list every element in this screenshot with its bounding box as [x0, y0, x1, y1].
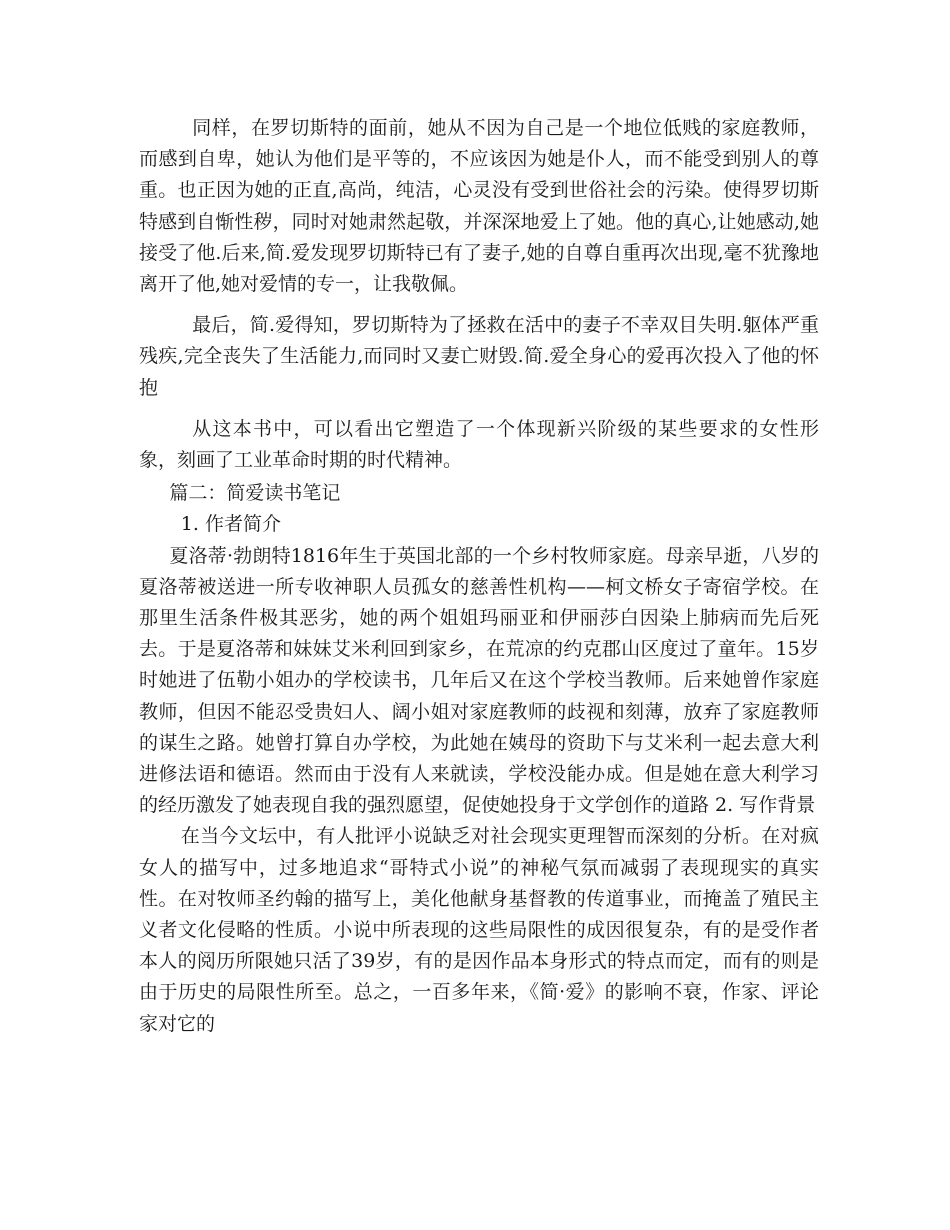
- paragraph-background: 在当今文坛中，有人批评小说缺乏对社会现实更理智而深刻的分析。在对疯女人的描写中，过多地追求“哥特式小说”的神秘气氛而减弱了表现现实的真实性。在对牧师圣约翰的描写上，美化他献身基督教的传道事业，而掩盖了殖民主义者文化侵略的性质。小说中所表现的这些局限性的成因很复杂，有的是受作者本人的阅历所限她只活了39岁，有的是因作品本身形式的特点而定，而有的则是由于历史的局限性所至。总之，一百多年来，《简·爱》的影响不衰，作家、评论家对它的: [139, 825, 819, 1035]
- paragraph-author-bio: 夏洛蒂·勃朗特1816年生于英国北部的一个乡村牧师家庭。母亲早逝，八岁的夏洛蒂被送进一所专收神职人员孤女的慈善性机构——柯文桥女子寄宿学校。在那里生活条件极其恶劣，她的两个姐姐玛丽亚和伊丽莎白因染上肺病而先后死去。于是夏洛蒂和妹妹艾米利回到家乡，在荒凉的约克郡山区度过了童年。15岁时她进了伍勒小姐办的学校读书，几年后又在这个学校当教师。后来她曾作家庭教师，但因不能忍受贵妇人、阔小姐对家庭教师的歧视和刻薄，放弃了家庭教师的谋生之路。她曾打算自办学校，为此她在姨母的资助下与艾米利一起去意大利进修法语和德语。然而由于没有人来就读，学校没能办成。但是她在意大利学习的经历激发了她表现自我的强烈愿望，促使她投身于文学创作的道路 2. 写作背景: [139, 544, 819, 817]
- paragraph-summary: 从这本书中，可以看出它塑造了一个体现新兴阶级的某些要求的女性形象，刻画了工业革命时期的时代精神。: [139, 417, 819, 472]
- section-heading: 篇二：简爱读书笔记: [169, 482, 341, 505]
- document-body: [139, 113, 819, 1040]
- subsection-heading: 1. 作者简介: [180, 513, 281, 536]
- paragraph-ending: 最后，简.爱得知，罗切斯特为了拯救在活中的妻子不幸双目失明.躯体严重残疾,完全丧失了生活能力,而同时又妻亡财毁.简.爱全身心的爱再次投入了他的怀抱: [139, 314, 819, 399]
- paragraph-equality: 同样，在罗切斯特的面前，她从不因为自己是一个地位低贱的家庭教师，而感到自卑，她认为他们是平等的，不应该因为她是仆人，而不能受到别人的尊重。也正因为她的正直,高尚，纯洁，心灵没有受到世俗社会的污染。使得罗切斯特感到自惭性秽，同时对她肃然起敬，并深深地爱上了她。他的真心,让她感动,她接受了他.后来,简.爱发现罗切斯特已有了妻子,她的自尊自重再次出现,毫不犹豫地离开了他,她对爱情的专一，让我敬佩。: [139, 117, 819, 296]
